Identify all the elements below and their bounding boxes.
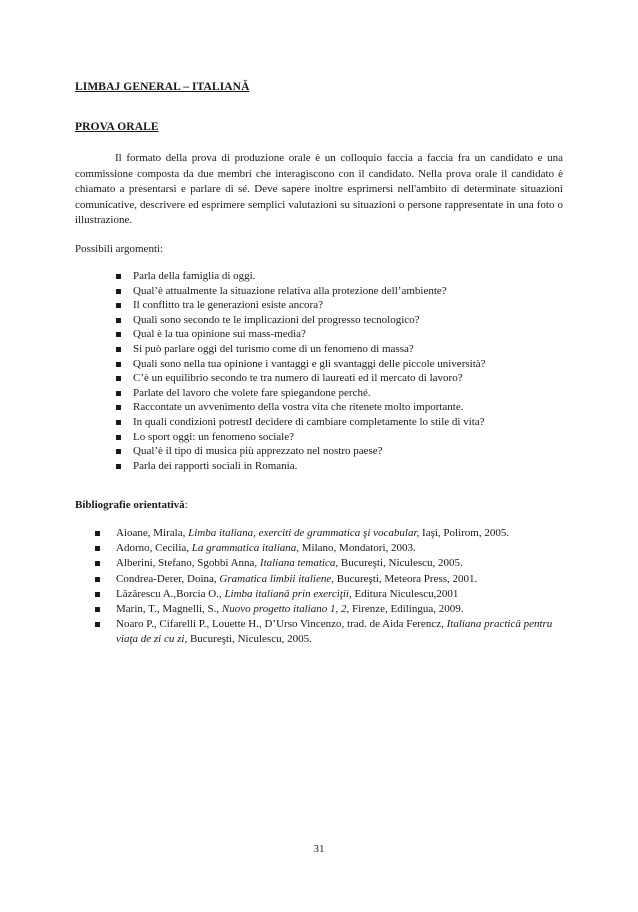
topic-item [116, 298, 576, 313]
bibliography-item [95, 602, 570, 617]
square-bullet-icon [116, 449, 121, 454]
topic-text: Parla della famiglia di oggi. [133, 270, 256, 282]
topic-text: Quali sono secondo te le implicazioni del progresso tecnologico? [133, 313, 420, 326]
topic-text: Raccontate un avvenimento della vostra vita che ritenete molto importante. [133, 401, 464, 414]
topic-text: Qual è la tua opinione sui mass-media? [133, 328, 306, 341]
square-bullet-icon [95, 622, 100, 627]
bibliography-publisher: Bucureşti, Niculescu, 2005. [338, 557, 463, 570]
square-bullet-icon [116, 289, 121, 294]
bibliography-heading [75, 499, 188, 511]
bibliography-title: Italiana tematica, [259, 557, 339, 570]
square-bullet-icon [116, 464, 121, 469]
bibliography-title: Italiana practică pentru viaţa de zi cu zi [116, 618, 553, 646]
topic-item [116, 269, 576, 284]
bibliography-heading-colon: : [184, 499, 188, 511]
bibliography-item [95, 541, 570, 556]
bibliography-list [95, 526, 570, 648]
topic-text: Parlate del lavoro che volete fare spiegandone perché. [133, 386, 371, 399]
topics-list [116, 269, 576, 473]
bibliography-publisher: Bucureşti, Meteora Press, 2001. [333, 572, 478, 585]
square-bullet-icon [116, 405, 121, 410]
square-bullet-icon [116, 362, 121, 367]
topic-text: C’è un equilibrio secondo te tra numero di laureati ed il mercato di lavoro? [133, 372, 463, 385]
bibliography-publisher: , Editura Niculescu,2001 [349, 587, 459, 600]
topic-item [116, 327, 576, 342]
bibliography-author: Noaro P., Cifarelli P., Louette H., D’Urso Vincenzo, trad. de Aida Ferencz, [116, 618, 447, 631]
bibliography-title: La grammatica italiana [191, 542, 297, 555]
intro-paragraph [75, 151, 563, 229]
topic-text: Qual’è il tipo di musica più apprezzato nel nostro paese? [133, 445, 383, 458]
topic-text: Il conflitto tra le generazioni esiste ancora? [133, 299, 323, 312]
square-bullet-icon [116, 274, 121, 279]
topic-text: In quali condizioni potrestI decidere di cambiare completamente lo stile di vita? [133, 415, 485, 428]
bibliography-author: Lăzărescu A.,Borcia O., [116, 587, 225, 600]
topic-text: Qual’è attualmente la situazione relativa alla protezione dell’ambiente? [133, 284, 447, 297]
bibliography-publisher: , Milano, Mondatori, 2003. [296, 542, 416, 555]
topic-item [116, 371, 576, 386]
square-bullet-icon [116, 376, 121, 381]
square-bullet-icon [95, 561, 100, 566]
square-bullet-icon [95, 592, 100, 597]
topic-item [116, 386, 576, 401]
section-heading: PROVA ORALE [75, 121, 159, 133]
topic-item [116, 444, 576, 459]
square-bullet-icon [95, 607, 100, 612]
topic-item [116, 357, 576, 372]
bibliography-title: Nuovo progetto italiano 1, 2 [221, 603, 347, 616]
topic-item [116, 459, 576, 474]
topic-item [116, 430, 576, 445]
bibliography-publisher: Iaşi, Polirom, 2005. [419, 527, 510, 539]
bibliography-author: Aioane, Mirala, [116, 527, 189, 539]
bibliography-item [95, 587, 570, 602]
bibliography-title: Limba italiană prin exerciţii [224, 587, 349, 600]
page-number: 31 [313, 843, 325, 855]
topic-item [116, 313, 576, 328]
square-bullet-icon [95, 531, 100, 536]
bibliography-author: Marin, T., Magnelli, S., [116, 603, 222, 616]
bibliography-item [95, 572, 570, 587]
topic-item [116, 400, 576, 415]
bibliography-author: Condrea-Derer, Doina, [116, 572, 220, 585]
square-bullet-icon [95, 577, 100, 582]
bibliography-item [95, 556, 570, 571]
square-bullet-icon [116, 347, 121, 352]
bibliography-publisher: , Firenze, Edilingua, 2009. [346, 603, 464, 616]
bibliography-heading-text: Bibliografie orientativă [75, 499, 185, 511]
square-bullet-icon [95, 546, 100, 551]
topic-item [116, 284, 576, 299]
topic-item [116, 415, 576, 430]
square-bullet-icon [116, 332, 121, 337]
square-bullet-icon [116, 435, 121, 440]
topic-text: Si può parlare oggi del turismo come di un fenomeno di massa? [133, 342, 414, 355]
intro-text: Il formato della prova di produzione orale è un colloquio faccia a faccia fra un candidato e una commissione composta da due membri che interagiscono con il candidato. Nella prova orale il candidato è chiamato a presentarsi e parlare di sé. Deve sapere inoltre esprimersi nell'ambito di determinate situazioni comunicative, descrivere ed esprimere semplici valutazioni su situazioni o persone rappresentate in una foto o illustrazione. [75, 152, 563, 226]
bibliography-title: Gramatica limbii italiene, [219, 572, 334, 585]
bibliography-author: Alberini, Stefano, Sgobbi Anna, [116, 557, 260, 570]
square-bullet-icon [116, 303, 121, 308]
square-bullet-icon [116, 391, 121, 396]
bibliography-title: Limba italiana, exerciti de grammatica şi vocabular, [188, 527, 420, 539]
topic-item [116, 342, 576, 357]
bibliography-item [95, 617, 570, 647]
topic-text: Parla dei rapporti sociali in Romania. [133, 459, 298, 472]
bibliography-item [95, 526, 570, 541]
square-bullet-icon [116, 318, 121, 323]
topic-text: Lo sport oggi: un fenomeno sociale? [133, 430, 294, 443]
topics-label: Possibili argomenti: [75, 243, 164, 255]
bibliography-author: Adorno, Cecilia, [116, 542, 192, 555]
document-title: LIMBAJ GENERAL – ITALIANĂ [75, 81, 250, 93]
topic-text: Quali sono nella tua opinione i vantaggi e gli svantaggi delle piccole università? [133, 357, 486, 370]
bibliography-publisher: , Bucureşti, Niculescu, 2005. [184, 633, 312, 646]
square-bullet-icon [116, 420, 121, 425]
